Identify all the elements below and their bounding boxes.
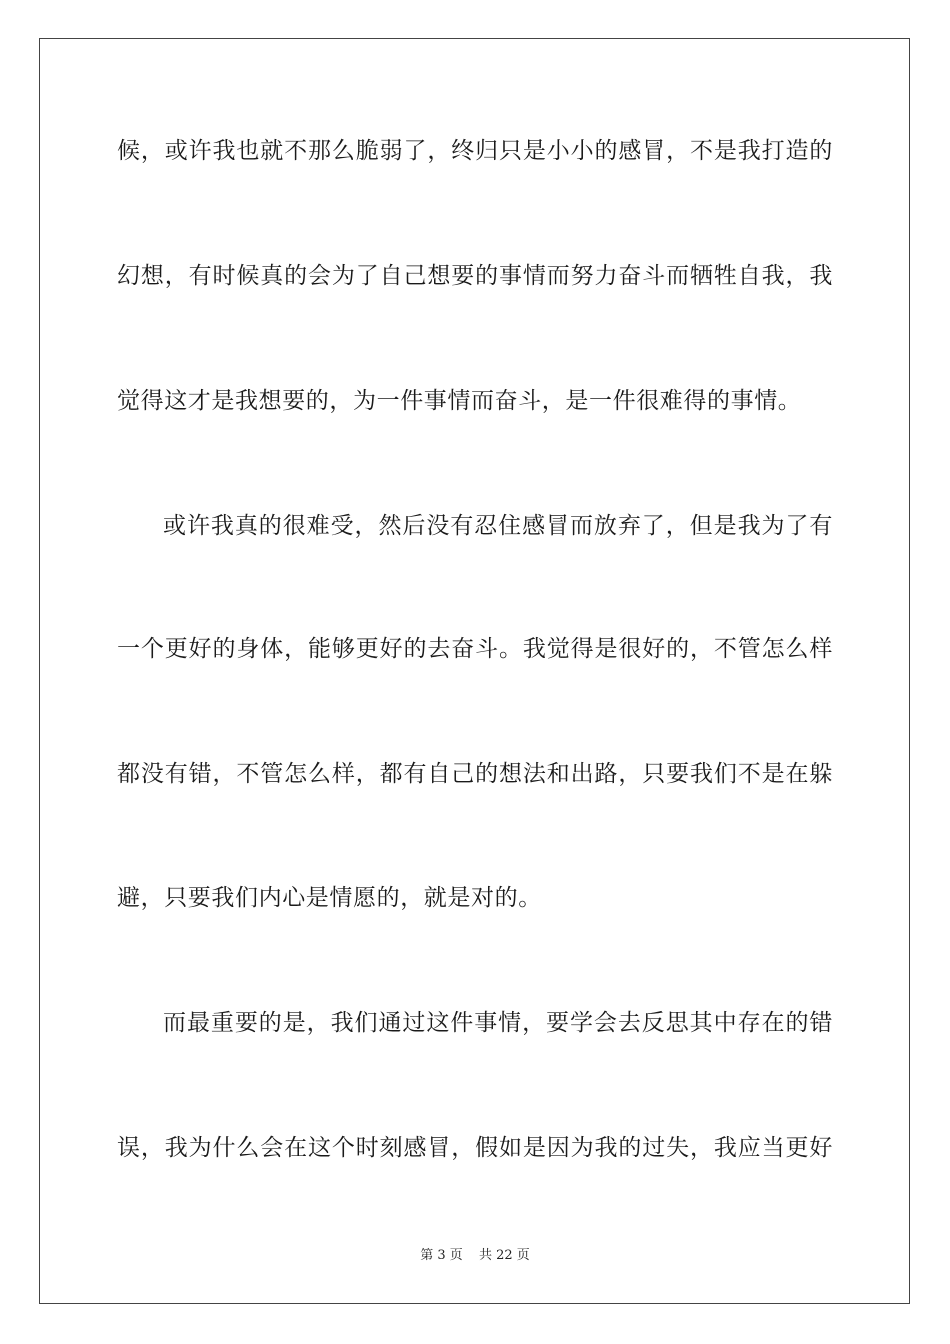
page-footer <box>0 1247 950 1265</box>
page-frame <box>39 38 910 1304</box>
paragraph-first-line: 而最重要的是，我们通过这件事情，要学会去反思其中存在的错 <box>163 1010 833 1036</box>
body-line: 误，我为什么会在这个时刻感冒，假如是因为我的过失，我应当更好 <box>117 1135 833 1161</box>
body-line: 一个更好的身体，能够更好的去奋斗。我觉得是很好的，不管怎么样 <box>117 636 833 662</box>
body-line: 候，或许我也就不那么脆弱了，终归只是小小的感冒，不是我打造的 <box>117 138 833 164</box>
body-line: 都没有错，不管怎么样，都有自己的想法和出路，只要我们不是在躲 <box>117 761 833 787</box>
body-line: 幻想，有时候真的会为了自己想要的事情而努力奋斗而牺牲自我，我 <box>117 263 833 289</box>
body-line: 避，只要我们内心是情愿的，就是对的。 <box>117 885 542 911</box>
page-number: 第 3 页 <box>420 1248 463 1263</box>
paragraph-first-line: 或许我真的很难受，然后没有忍住感冒而放弃了，但是我为了有 <box>163 513 833 539</box>
page-total: 共 22 页 <box>478 1248 530 1263</box>
body-line: 觉得这才是我想要的，为一件事情而奋斗，是一件很难得的事情。 <box>117 388 802 414</box>
